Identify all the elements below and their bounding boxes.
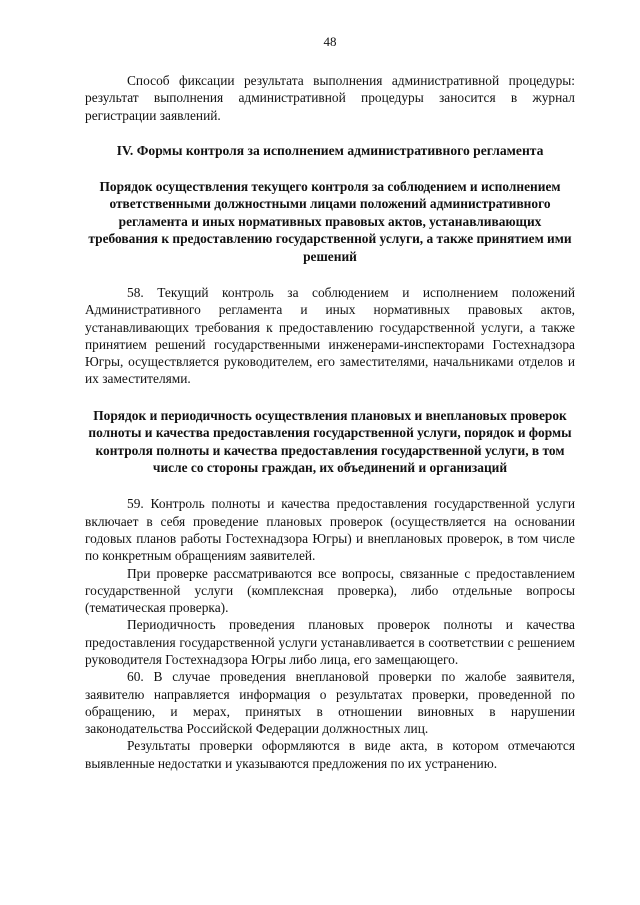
document-page (85, 34, 575, 772)
paragraph-59-inspection-scope: При проверке рассматриваются все вопросы, связанные с предоставлением государственной услуги (комплексная проверка), либо отдельные вопросы (тематическая проверка). (85, 565, 575, 616)
paragraph-59: 59. Контроль полноты и качества предоставления государственной услуги включает в себя проведение плановых проверок (осуществляется на основании годовых планов работы Гостехнадзора Югры) и внеплановых проверок, в том числе по конкретным обращениям заявителей. (85, 496, 575, 564)
paragraph-60-results: Результаты проверки оформляются в виде акта, в котором отмечаются выявленные недостатки и указываются предложения по их устранению. (85, 738, 575, 771)
section-title: IV. Формы контроля за исполнением административного регламента (116, 142, 544, 158)
paragraph-60: 60. В случае проведения внеплановой проверки по жалобе заявителя, заявителю направляется информация о результатах проверки, проведенной по обращению, и мерах, принятых в отношении виновных в нарушении законодательства Российской Федерации должностных лиц. (85, 669, 575, 737)
paragraph-fixation: Способ фиксации результата выполнения административной процедуры: результат выполнения административной процедуры заносится в журнал регистрации заявлений. (85, 73, 575, 123)
paragraph-58: 58. Текущий контроль за соблюдением и исполнением положений Административного регламента и иных нормативных правовых актов, устанавливающих требования к предоставлению государственной услуги, а также принятием решений государственными инженерами-инспекторами Гостехнадзора Югры, осуществляется руководителем, его заместителями, начальниками отделов и их заместителями. (85, 284, 575, 387)
paragraph-59-periodicity: Периодичность проведения плановых проверок полноты и качества предоставления государственной услуги устанавливается в соответствии с решением руководителя Гостехнадзора Югры либо лица, его замещающего. (85, 617, 575, 667)
subsection-title-current-control: Порядок осуществления текущего контроля за соблюдением и исполнением ответственными должностными лицами положений административного регламента и иных нормативных правовых актов, устанавливающих требования к предоставлению государственной услуги, а также принятием ими решений (88, 178, 572, 264)
subsection-title-inspections: Порядок и периодичность осуществления плановых и внеплановых проверок полноты и качества предоставления государственной услуги, порядок и формы контроля полноты и качества предоставления государственной услуги, в том числе со стороны граждан, их объединений и организаций (88, 407, 572, 475)
page-number: 48 (323, 34, 337, 49)
